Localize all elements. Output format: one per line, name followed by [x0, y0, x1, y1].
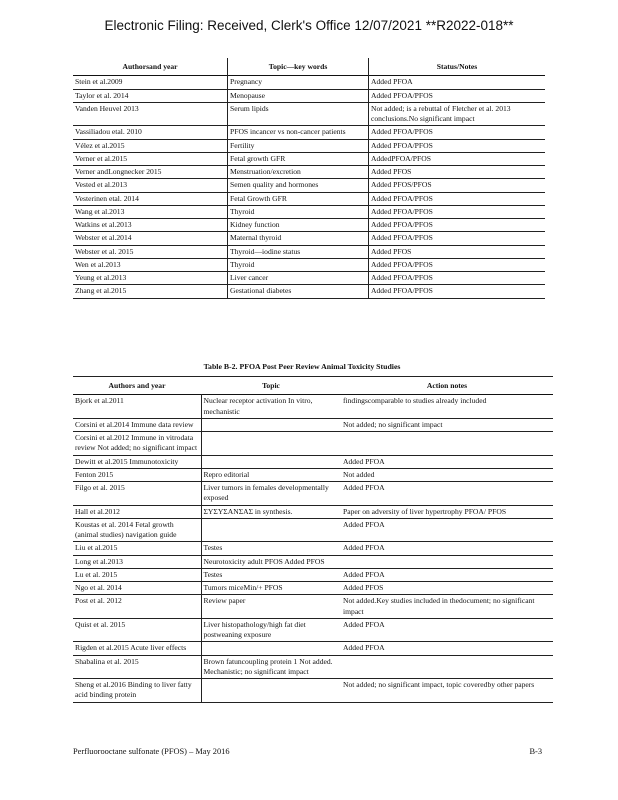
table-row	[73, 102, 545, 126]
table-human-studies	[73, 58, 545, 299]
table-cell: Wang et al.2013	[75, 206, 125, 216]
filing-header: Electronic Filing: Received, Clerk's Office 12/07/2021 **R2022-018**	[104, 18, 514, 33]
table-cell	[201, 432, 341, 456]
table-cell: Vanden Heuvel 2013	[75, 103, 139, 113]
table-cell: Added PFOA/PFOS	[369, 258, 546, 271]
table-cell: Added PFOA	[343, 619, 385, 629]
table-cell: Not added; is a rebuttal of Fletcher et al. 2013 conclusions.No significant impact	[369, 102, 546, 126]
table-cell: Fenton 2015	[75, 469, 114, 479]
table-cell: Webster et al. 2015	[75, 246, 134, 256]
column-header-authors: Authors and year	[108, 381, 166, 390]
table-cell: Added PFOA/PFOS	[369, 272, 546, 285]
table-cell: Nuclear receptor activation In vitro, mechanistic	[201, 395, 341, 419]
table-cell: Bjork et al.2011	[75, 396, 124, 406]
table-header-row	[73, 58, 545, 76]
table-cell: Added PFOA	[343, 569, 385, 579]
table-cell: Neurotoxicity adult PFOS Added PFOS	[201, 555, 341, 568]
table-row	[73, 482, 553, 506]
table-row	[73, 679, 553, 703]
table-cell: Corsini et al.2012 Immune in vitrodata review Not added; no significant impact	[75, 433, 198, 453]
table-cell: ΣΥΣΥΣΑΝΣΑΣ in synthesis.	[201, 505, 341, 518]
table-cell: Thyroid	[228, 205, 369, 218]
table-cell	[341, 655, 553, 679]
table-cell	[201, 418, 341, 431]
table-row	[73, 126, 545, 139]
table-row	[73, 395, 553, 419]
table-cell: Added PFOA/PFOS	[369, 205, 546, 218]
table-cell: Pregnancy	[228, 76, 369, 89]
table-cell: Added PFOA/PFOS	[369, 192, 546, 205]
table-row	[73, 418, 553, 431]
table-cell: Semen quality and hormones	[228, 179, 369, 192]
table-cell: Zhang et al.2015	[75, 286, 127, 296]
table-cell: Menstruation/excretion	[228, 166, 369, 179]
table-cell: Liver tumors in females developmentally exposed	[201, 482, 341, 506]
table-cell: Verner et al.2015	[75, 153, 128, 163]
table-cell: Gestational diabetes	[228, 285, 369, 298]
table-cell: Tumors miceMin/+ PFOS	[201, 582, 341, 595]
table-row	[73, 166, 545, 179]
table-cell: Not added; no significant impact	[343, 419, 443, 429]
table-body	[73, 76, 545, 298]
table-cell: Hall et al.2012	[75, 506, 120, 516]
table-cell: Not added; no significant impact, topic coveredby other papers	[343, 680, 535, 689]
table-cell: Liver cancer	[228, 272, 369, 285]
table-row	[73, 205, 545, 218]
table-cell: Added PFOA	[343, 519, 385, 529]
table-row	[73, 139, 545, 152]
table-row	[73, 152, 545, 165]
table-cell: Watkins et al.2013	[75, 220, 132, 229]
table-cell: Lu et al. 2015	[75, 569, 118, 579]
table-cell: Added PFOS	[343, 583, 384, 592]
table-cell: Fetal Growth GFR	[228, 192, 369, 205]
table-row	[73, 468, 553, 481]
table-row	[73, 219, 545, 232]
table-animal-studies	[73, 376, 553, 703]
table-cell: Wen et al.2013	[75, 259, 121, 269]
table-cell: PFOS incancer vs non-cancer patients	[228, 126, 369, 139]
table-cell: Added PFOS	[369, 166, 546, 179]
table-caption: Table B-2. PFOA Post Peer Review Animal Toxicity Studies	[203, 362, 401, 371]
table-cell: Testes	[201, 568, 341, 581]
table-cell: Added PFOA	[343, 543, 385, 553]
column-header-action: Action notes	[426, 381, 468, 390]
table-cell: Review paper	[201, 595, 341, 619]
column-header-topic: Topic	[262, 381, 280, 390]
table-cell	[341, 555, 553, 568]
table-cell: Not added.Key studies included in thedocument; no significant impact	[343, 596, 535, 616]
table-header-row	[73, 377, 553, 395]
table-row	[73, 272, 545, 285]
table-cell: Repro editorial	[201, 468, 341, 481]
table-row	[73, 555, 553, 568]
table-cell: Sheng et al.2016 Binding to liver fatty acid binding protein	[75, 680, 192, 700]
table-body	[73, 395, 553, 702]
table-row	[73, 582, 553, 595]
table-row	[73, 618, 553, 642]
table-cell: Added PFOA	[343, 643, 385, 653]
table-row	[73, 285, 545, 298]
table-cell: Added PFOA/PFOS	[369, 126, 546, 139]
table-row	[73, 89, 545, 102]
table-cell: Quist et al. 2015	[75, 619, 126, 629]
table-cell: Filgo et al. 2015	[75, 483, 125, 492]
table-cell: Added PFOA/PFOS	[369, 285, 546, 298]
table-cell: Yeung et al.2013	[75, 273, 127, 282]
table-cell: Post et al. 2012	[75, 596, 122, 606]
table-cell: Vested et al.2013	[75, 180, 128, 190]
table-row	[73, 568, 553, 581]
table-cell: Added PFOA/PFOS	[369, 89, 546, 102]
table-cell	[201, 642, 341, 655]
table-cell: Fetal growth GFR	[228, 152, 369, 165]
table-cell	[341, 432, 553, 456]
table-cell: Ngo et al. 2014	[75, 583, 122, 592]
table-row	[73, 505, 553, 518]
table-cell: findingscomparable to studies already included	[343, 396, 487, 406]
table-cell: Added PFOA/PFOS	[369, 219, 546, 232]
table-cell: Added PFOA/PFOS	[369, 139, 546, 152]
column-header-topic: Topic—key words	[228, 58, 369, 76]
footer-document-title: Perfluorooctane sulfonate (PFOS) – May 2016	[73, 747, 230, 756]
column-header-status: Status/Notes	[369, 58, 546, 76]
table-cell: Not added	[343, 469, 375, 479]
table-row	[73, 192, 545, 205]
table-cell: Added PFOS/PFOS	[369, 179, 546, 192]
table-cell: Fertility	[228, 139, 369, 152]
table-row	[73, 642, 553, 655]
table-cell: Corsini et al.2014 Immune data review	[75, 419, 194, 429]
table-cell: Rigden et al.2015 Acute liver effects	[75, 643, 187, 653]
table-row	[73, 542, 553, 555]
table-row	[73, 595, 553, 619]
table-cell	[201, 679, 341, 703]
table-row	[73, 245, 545, 258]
table-cell: Vesterinen etal. 2014	[75, 193, 139, 203]
table-cell: Liver histopathology/high fat diet postweaning exposure	[201, 618, 341, 642]
table-cell: Vélez et al.2015	[75, 140, 125, 150]
table-cell: Dewitt et al.2015 Immunotoxicity	[75, 456, 179, 466]
table-cell: Maternal thyroid	[228, 232, 369, 245]
table-cell	[201, 455, 341, 468]
table-cell: Added PFOA	[343, 456, 385, 466]
table-cell: Added PFOA/PFOS	[369, 232, 546, 245]
table-row	[73, 432, 553, 456]
table-cell: Koustas et al. 2014 Fetal growth (animal studies) navigation guide	[75, 519, 177, 539]
table-cell: AddedPFOA/PFOS	[369, 152, 546, 165]
table-cell: Shabalina et al. 2015	[75, 656, 139, 666]
table-cell: Verner andLongnecker 2015	[75, 167, 162, 176]
footer-page-number: B-3	[529, 747, 542, 756]
table-row	[73, 518, 553, 542]
table-cell: Serum lipids	[228, 102, 369, 126]
table-cell: Kidney function	[228, 219, 369, 232]
table-cell: Thyroid	[228, 258, 369, 271]
table-cell: Vassiliadou etal. 2010	[75, 127, 142, 137]
table-cell	[201, 518, 341, 542]
table-row	[73, 232, 545, 245]
table-row	[73, 179, 545, 192]
table-cell: Stein et al.2009	[75, 77, 123, 87]
table-cell: Menopause	[228, 89, 369, 102]
table-cell: Thyroid—iodine status	[228, 245, 369, 258]
table-cell: Added PFOA	[343, 483, 385, 492]
table-cell: Taylor et al. 2014	[75, 90, 129, 100]
table-cell: Liu et al.2015	[75, 543, 118, 553]
table-row	[73, 258, 545, 271]
table-cell: Testes	[201, 542, 341, 555]
table-row	[73, 655, 553, 679]
table-cell: Long et al.2013	[75, 556, 123, 566]
table-cell: Webster et al.2014	[75, 233, 132, 243]
table-cell: Paper on adversity of liver hypertrophy PFOA/ PFOS	[343, 506, 507, 516]
column-header-authors: Authorsand year	[122, 62, 178, 71]
table-row	[73, 455, 553, 468]
table-cell: Brown fatuncoupling protein 1 Not added. Mechanistic; no significant impact	[201, 655, 341, 679]
table-cell: Added PFOA	[369, 76, 546, 89]
table-row	[73, 76, 545, 89]
table-cell: Added PFOS	[369, 245, 546, 258]
